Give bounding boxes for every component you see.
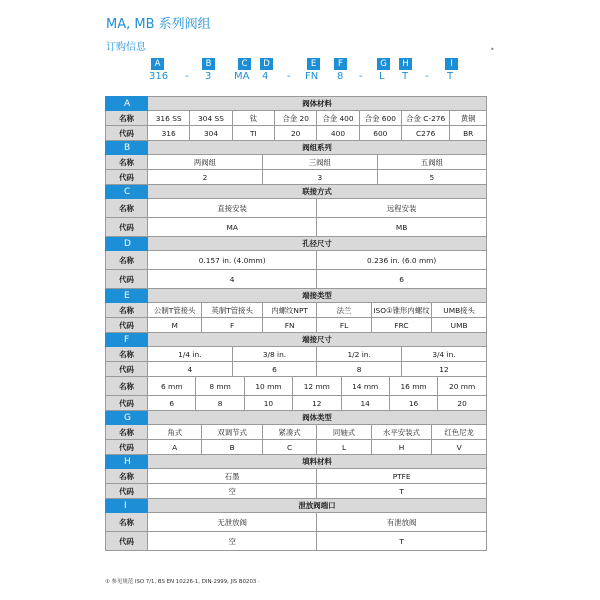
code-letter-d: D [260,58,273,70]
cell-e-name: 内螺纹NPT [262,303,316,318]
cell-b-code: 5 [377,170,486,185]
code-label: 代码 [106,532,148,551]
cell-f-mm-name: 16 mm [389,377,437,396]
cell-e-name: 公制T管接头 [148,303,202,318]
cell-f-mm-code: 16 [389,396,437,411]
code-letter-c: C [238,58,251,70]
cell-a-name: 黄铜 [450,111,487,126]
name-label: 名称 [106,347,148,362]
cell-a-code: TI [232,126,274,141]
code-label: 代码 [106,170,148,185]
cell-b-name: 三阀组 [262,155,377,170]
cell-e-name: 法兰 [317,303,371,318]
cell-h-name: 石墨 [148,469,317,484]
cell-a-name: 316 SS [148,111,190,126]
cell-g-code: A [148,440,202,455]
page-title: MA, MB 系列阀组 [106,17,211,32]
cell-i-name: 无泄放阀 [148,513,317,532]
cell-f-mm-name: 12 mm [293,377,341,396]
section-letter-f: F [106,333,148,347]
code-letter-g: G [377,58,390,70]
cell-e-name: ISO①锥形内螺纹 [371,303,431,318]
cell-e-code: F [202,318,262,333]
cell-a-code: 304 [190,126,232,141]
code-separator: - [425,71,429,82]
cell-f-inch-code: 4 [148,362,233,377]
cell-f-mm-code: 6 [148,396,196,411]
name-label: 名称 [106,513,148,532]
section-header-i: 泄放阀端口 [148,499,487,513]
cell-e-code: FL [317,318,371,333]
cell-a-name: 合金 20 [274,111,316,126]
ordering-table [105,96,487,551]
code-letter-e: E [307,58,320,70]
section-header-f: 端接尺寸 [148,333,487,347]
cell-c-code: MB [317,218,487,237]
cell-b-name: 五阀组 [377,155,486,170]
cell-g-name: 同轴式 [317,425,371,440]
section-letter-a: A [106,97,148,111]
cell-g-name: 红色尼龙 [432,425,487,440]
name-label: 名称 [106,111,148,126]
cell-f-mm-name: 10 mm [244,377,292,396]
cell-a-name: 合金 600 [359,111,401,126]
cell-i-code: T [317,532,487,551]
section-letter-h: H [106,455,148,469]
section-header-d: 孔径尺寸 [148,237,487,251]
cell-f-mm-code: 14 [341,396,389,411]
cell-g-name: 双调节式 [202,425,262,440]
cell-h-code: T [317,484,487,499]
code-part-packing: T [402,71,409,82]
code-label: 代码 [106,484,148,499]
code-part-body-type: L [379,71,385,82]
cell-a-name: 304 SS [190,111,232,126]
section-header-g: 阀体类型 [148,411,487,425]
cell-f-mm-name: 6 mm [148,377,196,396]
cell-g-name: 水平安装式 [371,425,431,440]
cell-d-code: 4 [148,270,317,289]
code-part-connection: MA [234,71,250,82]
footnote: ① 参见规范 ISO 7/1, BS EN 10226-1, DIN-2999, JIS B0203 · [105,579,260,585]
code-letter-b: B [202,58,215,70]
cell-d-code: 6 [317,270,487,289]
cell-b-name: 两阀组 [148,155,263,170]
code-part-bleed: T [447,71,454,82]
cell-e-code: FRC [371,318,431,333]
section-letter-g: G [106,411,148,425]
code-letter-a: A [151,58,164,70]
name-label: 名称 [106,199,148,218]
code-separator: - [359,71,363,82]
cell-g-name: 角式 [148,425,202,440]
cell-f-inch-name: 3/4 in. [401,347,486,362]
cell-a-code: BR [450,126,487,141]
cell-f-mm-code: 10 [244,396,292,411]
code-label: 代码 [106,318,148,333]
cell-a-name: 钛 [232,111,274,126]
section-letter-i: I [106,499,148,513]
cell-g-code: B [202,440,262,455]
cell-e-name: UMB接头 [432,303,487,318]
section-header-c: 联接方式 [148,185,487,199]
code-label: 代码 [106,440,148,455]
section-header-e: 端接类型 [148,289,487,303]
cell-i-code: 空 [148,532,317,551]
cell-f-inch-name: 3/8 in. [232,347,317,362]
cell-d-name: 0.157 in. (4.0mm) [148,251,317,270]
cell-f-inch-code: 6 [232,362,317,377]
code-letter-i: I [445,58,458,70]
cell-f-mm-name: 20 mm [438,377,487,396]
cell-i-name: 有泄放阀 [317,513,487,532]
cell-f-inch-name: 1/4 in. [148,347,233,362]
section-letter-b: B [106,141,148,155]
cell-f-mm-code: 12 [293,396,341,411]
cell-g-code: H [371,440,431,455]
section-header-b: 阀组系列 [148,141,487,155]
cell-g-code: L [317,440,371,455]
cell-f-mm-name: 8 mm [196,377,244,396]
cell-c-code: MA [148,218,317,237]
cell-g-code: V [432,440,487,455]
cell-c-name: 远程安装 [317,199,487,218]
bullet-dot: • [490,45,495,54]
cell-g-code: C [262,440,316,455]
code-letter-h: H [399,58,412,70]
section-header-a: 阀体材料 [148,97,487,111]
section-header-h: 填料材料 [148,455,487,469]
code-part-orifice: 4 [262,71,269,82]
name-label: 名称 [106,469,148,484]
cell-a-code: 600 [359,126,401,141]
cell-a-name: 合金 C-276 [401,111,449,126]
code-label: 代码 [106,396,148,411]
section-letter-e: E [106,289,148,303]
code-label: 代码 [106,218,148,237]
section-letter-c: C [106,185,148,199]
code-part-series: 3 [205,71,212,82]
code-separator: - [287,71,291,82]
cell-b-code: 2 [148,170,263,185]
code-separator: - [185,71,189,82]
cell-f-mm-code: 8 [196,396,244,411]
cell-a-code: C276 [401,126,449,141]
code-part-end-size: 8 [337,71,344,82]
cell-a-code: 400 [317,126,359,141]
ordering-info-heading: 订购信息 [106,42,146,53]
cell-f-mm-code: 20 [438,396,487,411]
cell-c-name: 直接安装 [148,199,317,218]
name-label: 名称 [106,251,148,270]
cell-f-mm-name: 14 mm [341,377,389,396]
cell-d-name: 0.236 in. (6.0 mm) [317,251,487,270]
cell-a-code: 20 [274,126,316,141]
cell-e-code: M [148,318,202,333]
code-label: 代码 [106,126,148,141]
cell-h-name: PTFE [317,469,487,484]
code-part-material: 316 [149,71,169,82]
cell-g-name: 紧凑式 [262,425,316,440]
code-label: 代码 [106,270,148,289]
code-part-end-type: FN [305,71,319,82]
cell-b-code: 3 [262,170,377,185]
cell-e-name: 英制T管接头 [202,303,262,318]
cell-a-name: 合金 400 [317,111,359,126]
cell-a-code: 316 [148,126,190,141]
name-label: 名称 [106,377,148,396]
code-label: 代码 [106,362,148,377]
cell-h-code: 空 [148,484,317,499]
cell-e-code: FN [262,318,316,333]
name-label: 名称 [106,155,148,170]
cell-f-inch-code: 12 [401,362,486,377]
cell-e-code: UMB [432,318,487,333]
code-letter-f: F [334,58,347,70]
cell-f-inch-name: 1/2 in. [317,347,402,362]
cell-f-inch-code: 8 [317,362,402,377]
section-letter-d: D [106,237,148,251]
name-label: 名称 [106,425,148,440]
name-label: 名称 [106,303,148,318]
